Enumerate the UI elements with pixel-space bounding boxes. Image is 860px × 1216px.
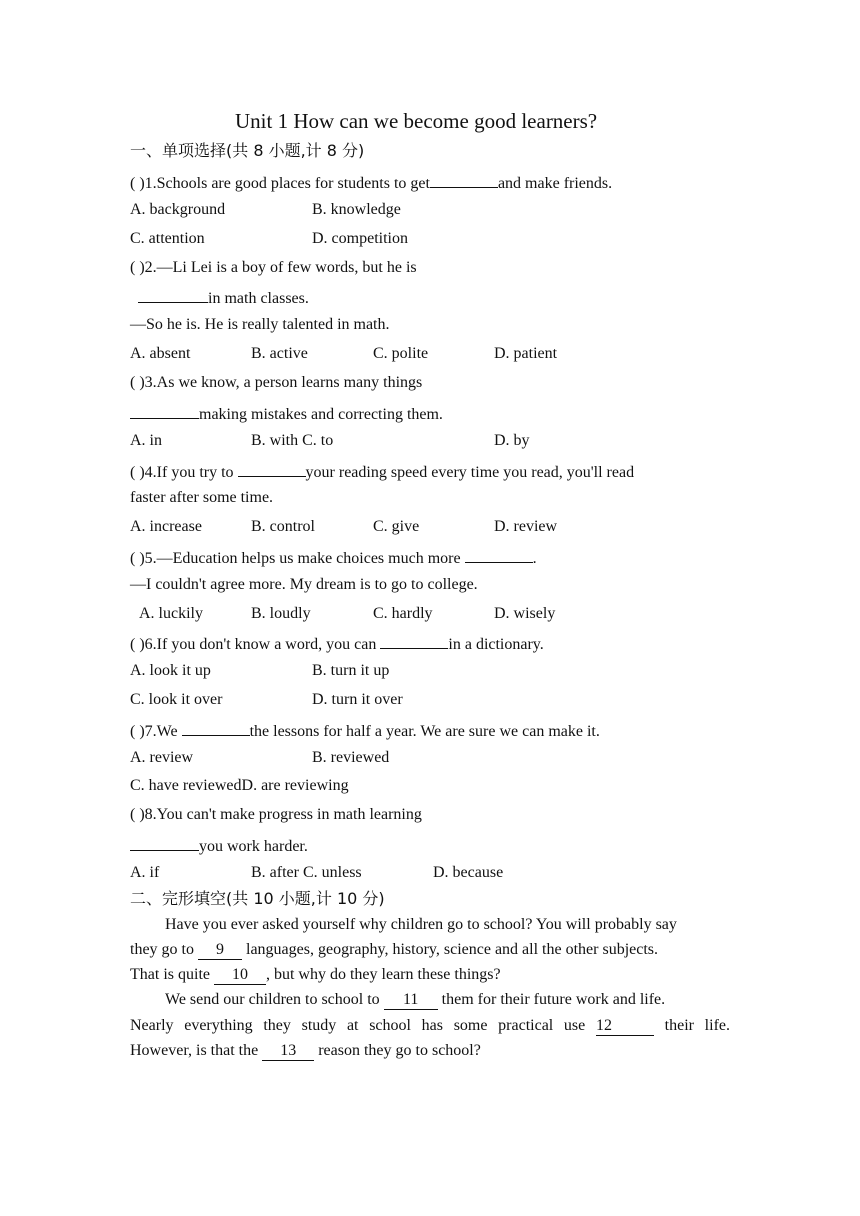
question-8-text-end: you work harder. bbox=[199, 838, 308, 855]
option-a: A. background bbox=[130, 201, 226, 218]
question-1-text-end: and make friends. bbox=[497, 175, 613, 192]
option-c: C. look it over bbox=[130, 691, 223, 708]
passage-line: Have you ever asked yourself why children go to school? You will probably say bbox=[165, 916, 677, 933]
question-5-text: ( )5.—Education helps us make choices much more bbox=[130, 550, 465, 567]
question-2: ( )2.—Li Lei is a boy of few words, but he is bbox=[130, 259, 417, 276]
option-b: B. turn it up bbox=[312, 662, 390, 679]
question-4 bbox=[130, 460, 634, 483]
passage-text: , but why do they learn these things? bbox=[265, 966, 501, 983]
question-4-text-end: your reading speed every time you read, you'll read bbox=[305, 464, 635, 481]
passage-line bbox=[130, 1041, 481, 1061]
option-c: C. hardly bbox=[373, 605, 433, 622]
question-6 bbox=[130, 632, 544, 655]
option-d: D. by bbox=[494, 432, 530, 449]
option-a: A. if bbox=[130, 864, 160, 881]
option-b: B. active bbox=[251, 345, 308, 362]
page-title: Unit 1 How can we become good learners? bbox=[235, 109, 598, 133]
question-6-text-end: in a dictionary. bbox=[448, 636, 544, 653]
question-4-text: ( )4.If you try to bbox=[130, 464, 238, 481]
option-d: D. competition bbox=[312, 230, 408, 247]
question-3-line-2 bbox=[130, 402, 443, 425]
passage-line bbox=[130, 940, 658, 960]
question-5-text-end: . bbox=[532, 550, 537, 567]
answer-blank bbox=[238, 460, 306, 477]
option-c: C. polite bbox=[373, 345, 429, 362]
blank-10: 10 bbox=[214, 966, 266, 985]
option-a: A. increase bbox=[130, 518, 202, 535]
option-a: A. review bbox=[130, 749, 194, 766]
answer-blank bbox=[430, 171, 498, 188]
question-4-line-2: faster after some time. bbox=[130, 489, 274, 506]
passage-text: reason they go to school? bbox=[314, 1042, 481, 1059]
question-7 bbox=[130, 719, 600, 742]
option-a: A. look it up bbox=[130, 662, 211, 679]
question-3: ( )3.As we know, a person learns many things bbox=[130, 374, 423, 391]
option-a: A. in bbox=[130, 432, 162, 449]
section-2-heading: 二、完形填空(共 10 小题,计 10 分) bbox=[130, 889, 385, 908]
option-c: C. give bbox=[373, 518, 420, 535]
option-d: D. patient bbox=[494, 345, 558, 362]
blank-13: 13 bbox=[262, 1042, 314, 1061]
passage-text: That is quite bbox=[130, 966, 214, 983]
passage-text: Nearly everything they study at school has some practical use bbox=[130, 1017, 596, 1034]
question-5-line-2: —I couldn't agree more. My dream is to go to college. bbox=[130, 576, 478, 593]
option-b-c: B. after C. unless bbox=[251, 864, 362, 881]
option-b: B. loudly bbox=[251, 605, 311, 622]
passage-line bbox=[165, 990, 665, 1010]
question-2-line-2 bbox=[138, 286, 309, 309]
option-b: B. knowledge bbox=[312, 201, 401, 218]
passage-text: However, is that the bbox=[130, 1042, 263, 1059]
question-7-text-end: the lessons for half a year. We are sure we can make it. bbox=[249, 723, 600, 740]
blank-12: 12 bbox=[596, 1017, 654, 1036]
option-b-c: B. with C. to bbox=[251, 432, 334, 449]
passage-text: them for their future work and life. bbox=[437, 991, 666, 1008]
question-5 bbox=[130, 546, 537, 569]
blank-11: 11 bbox=[384, 991, 438, 1010]
option-a: A. absent bbox=[130, 345, 191, 362]
question-1-text: ( )1.Schools are good places for students to get bbox=[130, 175, 430, 192]
answer-blank bbox=[130, 834, 199, 851]
question-2-line-3: —So he is. He is really talented in math. bbox=[130, 316, 390, 333]
section-1-heading: 一、单项选择(共 8 小题,计 8 分) bbox=[130, 141, 365, 160]
option-d: D. review bbox=[494, 518, 558, 535]
option-d: D. turn it over bbox=[312, 691, 403, 708]
passage-text: languages, geography, history, science and all the other subjects. bbox=[242, 941, 659, 958]
passage-line bbox=[130, 1016, 730, 1036]
passage-text: they go to bbox=[130, 941, 198, 958]
answer-blank bbox=[182, 719, 250, 736]
question-8-line-2 bbox=[130, 834, 308, 857]
answer-blank bbox=[380, 632, 448, 649]
answer-blank bbox=[130, 402, 199, 419]
option-d: D. wisely bbox=[494, 605, 556, 622]
answer-blank bbox=[138, 286, 208, 303]
option-b: B. control bbox=[251, 518, 315, 535]
question-8: ( )8.You can't make progress in math learning bbox=[130, 806, 422, 823]
question-6-text: ( )6.If you don't know a word, you can bbox=[130, 636, 381, 653]
passage-text: their life. bbox=[653, 1017, 731, 1034]
option-c-d: C. have reviewedD. are reviewing bbox=[130, 777, 349, 794]
answer-blank bbox=[465, 546, 533, 563]
passage-text: We send our children to school to bbox=[165, 991, 384, 1008]
question-1 bbox=[130, 171, 612, 194]
option-a: A. luckily bbox=[139, 605, 203, 622]
option-c: C. attention bbox=[130, 230, 205, 247]
blank-9: 9 bbox=[198, 941, 242, 960]
question-7-text: ( )7.We bbox=[130, 723, 182, 740]
question-3-text-end: making mistakes and correcting them. bbox=[199, 406, 443, 423]
passage-line bbox=[130, 965, 501, 985]
option-d: D. because bbox=[433, 864, 504, 881]
question-2-text-end: in math classes. bbox=[208, 290, 309, 307]
option-b: B. reviewed bbox=[312, 749, 390, 766]
